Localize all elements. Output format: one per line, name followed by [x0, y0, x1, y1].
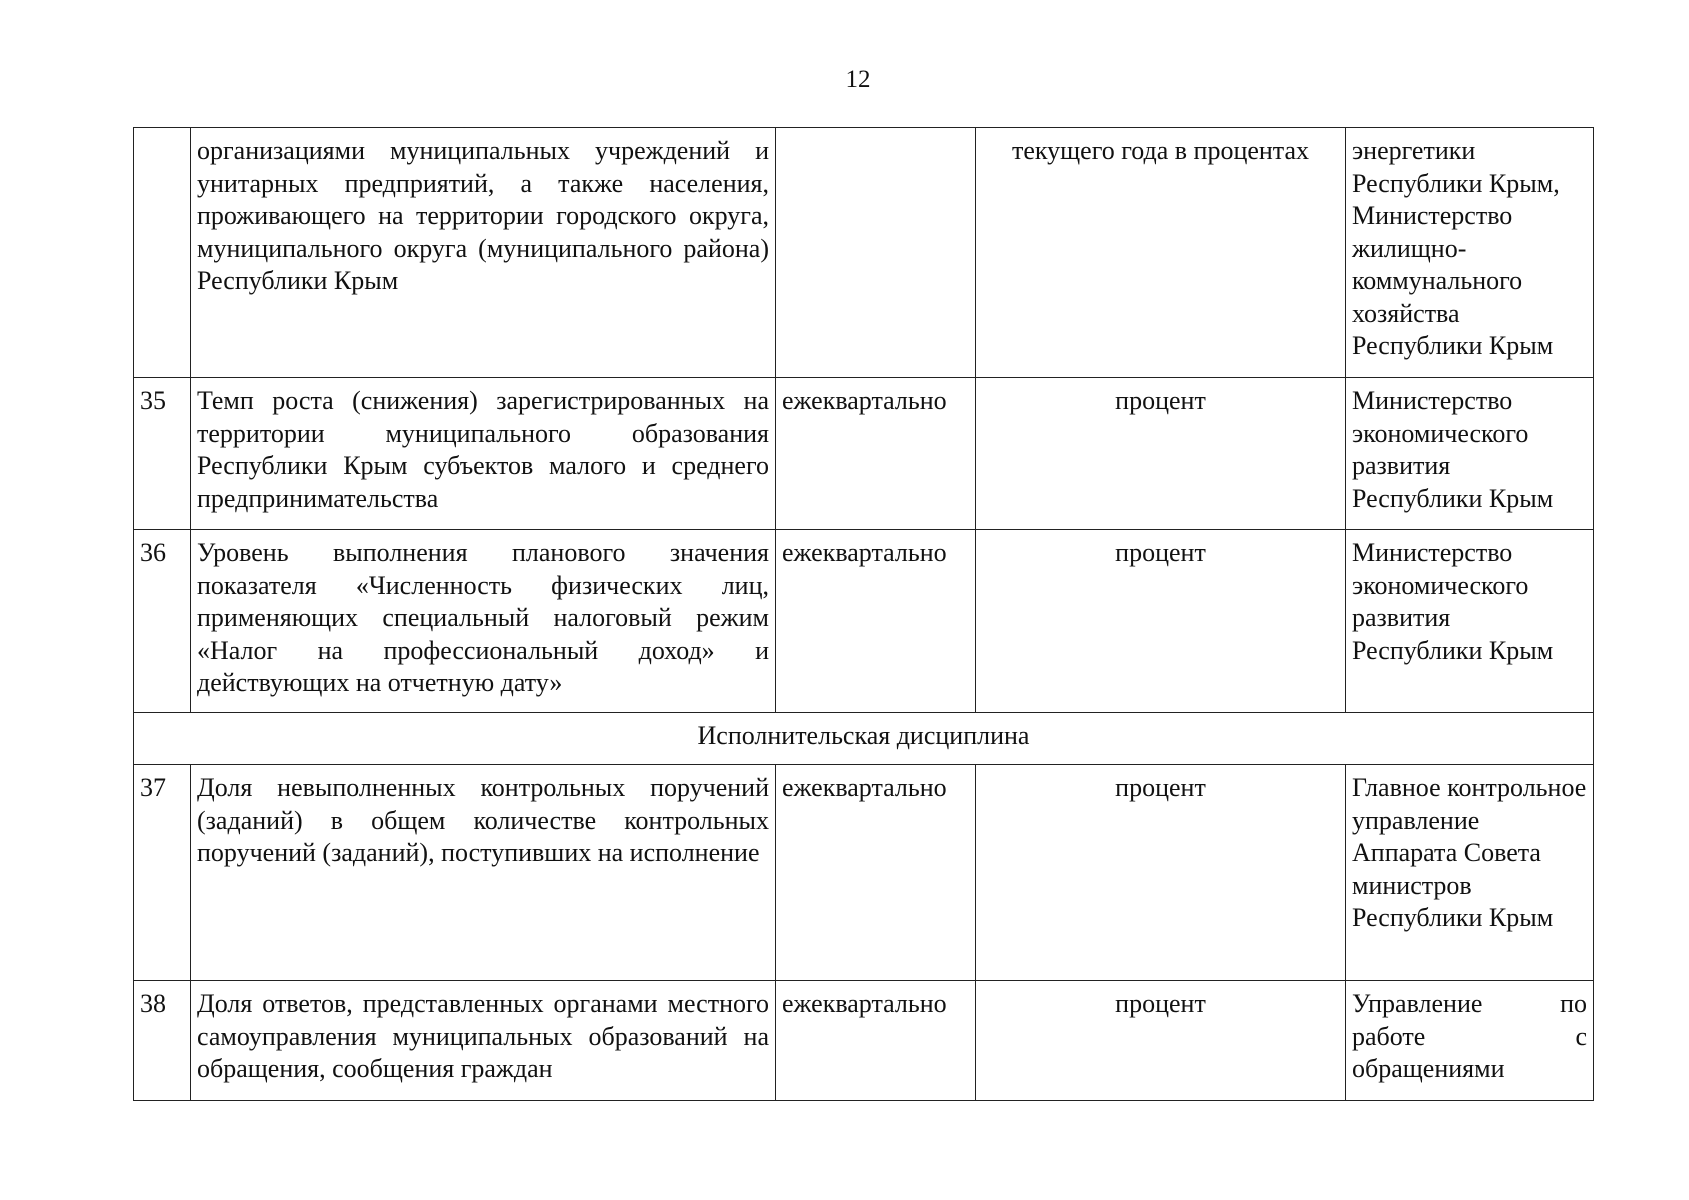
periodicity-cell: ежеквартально [776, 378, 976, 530]
table-row [134, 128, 1594, 378]
responsible-cell: Главное контрольное управление Аппарата Совета министров Республики Крым [1346, 765, 1594, 981]
table-row [134, 530, 1594, 713]
table-row [134, 378, 1594, 530]
periodicity-cell: ежеквартально [776, 530, 976, 713]
unit-cell: процент [976, 378, 1346, 530]
page-number: 12 [845, 66, 871, 93]
indicator-cell: Доля невыполненных контрольных поручений (заданий) в общем количестве контрольных поручений (заданий), поступивших на исполнение [191, 765, 776, 981]
responsible-cell: энергетики Республики Крым, Министерство жилищно-коммунального хозяйства Республики Крым [1346, 128, 1594, 378]
row-number: 36 [134, 530, 191, 713]
unit-cell: текущего года в процентах [976, 128, 1346, 378]
table-row [134, 981, 1594, 1101]
periodicity-cell [776, 128, 976, 378]
table-row [134, 765, 1594, 981]
indicator-cell: организациями муниципальных учреждений и унитарных предприятий, а также населения, проживающего на территории городского округа, муниципального округа (муниципального района) Республики Крым [191, 128, 776, 378]
indicator-cell: Доля ответов, представленных органами местного самоуправления муниципальных образований на обращения, сообщения граждан [191, 981, 776, 1101]
unit-cell: процент [976, 981, 1346, 1101]
row-number: 37 [134, 765, 191, 981]
section-title: Исполнительская дисциплина [134, 713, 1594, 765]
row-number: 35 [134, 378, 191, 530]
unit-cell: процент [976, 530, 1346, 713]
periodicity-cell: ежеквартально [776, 765, 976, 981]
responsible-cell: Министерство экономического развития Республики Крым [1346, 378, 1594, 530]
indicator-cell: Темп роста (снижения) зарегистрированных на территории муниципального образования Республики Крым субъектов малого и среднего предпринимательства [191, 378, 776, 530]
indicator-cell: Уровень выполнения планового значения показателя «Численность физических лиц, применяющих специальный налоговый режим «Налог на профессиональный доход» и действующих на отчетную дату» [191, 530, 776, 713]
unit-cell: процент [976, 765, 1346, 981]
responsible-cell: Министерство экономического развития Республики Крым [1346, 530, 1594, 713]
responsible-cell: Управление по работе с обращениями [1346, 981, 1594, 1101]
indicators-table [133, 127, 1594, 1101]
row-number [134, 128, 191, 378]
section-row [134, 713, 1594, 765]
periodicity-cell: ежеквартально [776, 981, 976, 1101]
row-number: 38 [134, 981, 191, 1101]
